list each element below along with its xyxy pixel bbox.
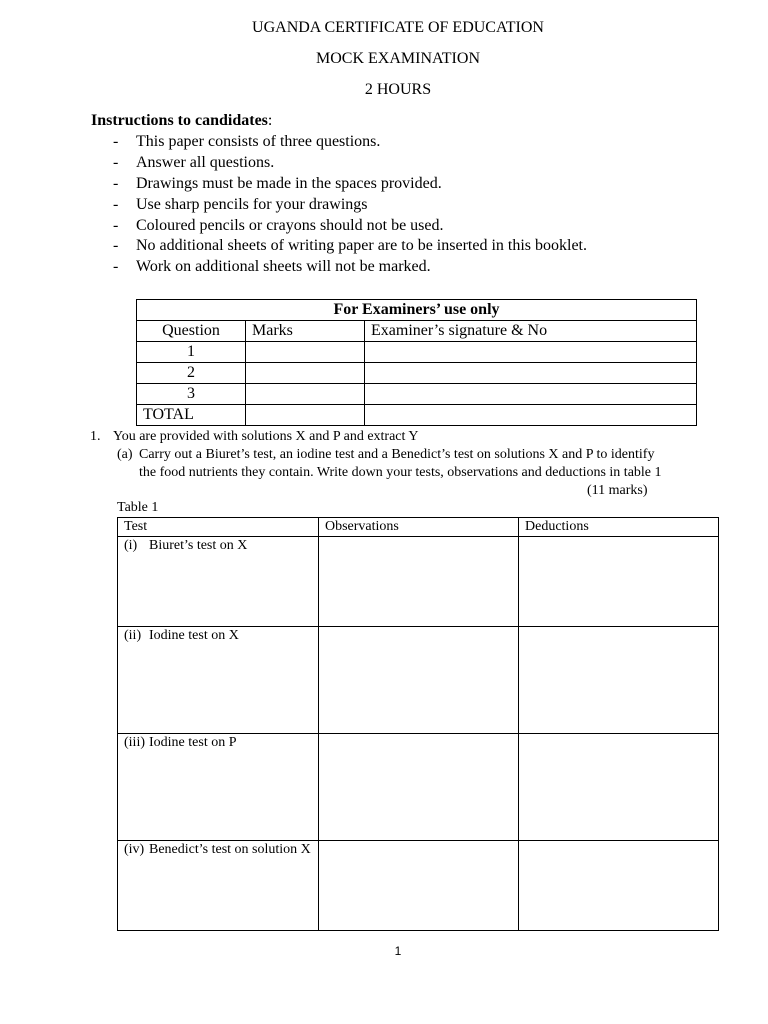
question-column-header: Question: [137, 321, 246, 342]
test-cell: [118, 841, 319, 931]
test-name: Benedict’s test on solution X: [149, 842, 311, 857]
test-name: Iodine test on P: [149, 735, 237, 750]
instruction-text: Coloured pencils or crayons should not be used.: [136, 216, 444, 234]
bullet-dash: -: [113, 237, 119, 255]
instruction-item: [113, 132, 587, 153]
test-cell: [118, 627, 319, 734]
question-number-cell: 1: [137, 342, 246, 363]
table-row: [118, 627, 719, 734]
deductions-column-header: Deductions: [519, 518, 719, 537]
exam-board-title: UGANDA CERTIFICATE OF EDUCATION: [252, 19, 544, 36]
table-row: [118, 537, 719, 627]
instructions-list: [113, 132, 587, 278]
marks-cell[interactable]: [246, 363, 365, 384]
test-cell: [118, 734, 319, 841]
table-row: [137, 384, 697, 405]
bullet-dash: -: [113, 133, 119, 150]
instruction-text: Work on additional sheets will not be marked.: [136, 258, 431, 276]
test-number: (ii): [124, 628, 142, 643]
instructions-heading: [91, 111, 272, 131]
exam-type-title: MOCK EXAMINATION: [316, 50, 480, 67]
total-signature-cell[interactable]: [365, 405, 697, 426]
deduction-cell[interactable]: [519, 734, 719, 841]
question-number-cell: 2: [137, 363, 246, 384]
marks-cell[interactable]: [246, 342, 365, 363]
question-1a-text-1: Carry out a Biuret’s test, an iodine test and a Benedict’s test on solutions X and P to identify: [139, 447, 655, 462]
instructions-heading-colon: :: [267, 112, 273, 129]
table-row: [118, 734, 719, 841]
instruction-item: [113, 236, 587, 257]
question-number-cell: 3: [137, 384, 246, 405]
instruction-text: Answer all questions.: [136, 153, 275, 171]
question-1-stem: [90, 428, 419, 446]
observation-cell[interactable]: [319, 627, 519, 734]
test-name: Biuret’s test on X: [149, 538, 248, 553]
test-label: [124, 627, 312, 645]
table-1-caption: Table 1: [117, 500, 159, 515]
exam-duration: 2 HOURS: [364, 81, 432, 98]
instruction-item: [113, 174, 587, 195]
test-label: [124, 537, 312, 555]
test-cell: [118, 537, 319, 627]
signature-cell[interactable]: [365, 342, 697, 363]
bullet-dash: -: [113, 174, 119, 192]
bullet-dash: -: [113, 153, 119, 171]
question-1a: [117, 446, 717, 482]
test-name: Iodine test on X: [149, 628, 239, 643]
instruction-text: Drawings must be made in the spaces provided.: [136, 174, 442, 192]
table-row: [137, 342, 697, 363]
deduction-cell[interactable]: [519, 841, 719, 931]
examiners-table-header-row: [137, 321, 697, 342]
bullet-dash: -: [113, 216, 119, 234]
table-row: [118, 841, 719, 931]
marks-column-header: Marks: [246, 321, 365, 342]
table-1: [117, 517, 719, 931]
page-number: 1: [394, 944, 402, 958]
observations-column-header: Observations: [319, 518, 519, 537]
question-1a-line-2: the food nutrients they contain. Write down your tests, observations and deductions in table 1: [139, 465, 662, 480]
instruction-text: No additional sheets of writing paper are to be inserted in this booklet.: [136, 237, 587, 255]
test-label: [124, 841, 312, 859]
question-1-number: 1.: [90, 429, 101, 444]
signature-column-header: Examiner’s signature & No: [365, 321, 697, 342]
question-1a-line-1: [117, 446, 717, 464]
instruction-item: [113, 195, 587, 216]
question-1a-label: (a): [117, 447, 133, 462]
instruction-item: [113, 257, 587, 278]
table-1-header-row: [118, 518, 719, 537]
total-marks-cell[interactable]: [246, 405, 365, 426]
instruction-item: [113, 216, 587, 237]
instruction-text: This paper consists of three questions.: [136, 133, 381, 150]
question-1a-marks: (11 marks): [587, 483, 648, 498]
observation-cell[interactable]: [319, 841, 519, 931]
bullet-dash: -: [113, 195, 119, 213]
signature-cell[interactable]: [365, 363, 697, 384]
test-number: (i): [124, 538, 138, 553]
observation-cell[interactable]: [319, 734, 519, 841]
examiners-table-title-row: [137, 300, 697, 321]
examiners-table-title: For Examiners’ use only: [137, 300, 697, 321]
total-row: [137, 405, 697, 426]
bullet-dash: -: [113, 258, 119, 276]
instruction-text: Use sharp pencils for your drawings: [136, 195, 368, 213]
examiners-use-table: [136, 299, 697, 426]
observation-cell[interactable]: [319, 537, 519, 627]
deduction-cell[interactable]: [519, 537, 719, 627]
instruction-item: [113, 153, 587, 174]
instructions-heading-text: Instructions to candidates: [91, 112, 268, 129]
deduction-cell[interactable]: [519, 627, 719, 734]
signature-cell[interactable]: [365, 384, 697, 405]
marks-cell[interactable]: [246, 384, 365, 405]
total-label-cell: TOTAL: [137, 405, 246, 426]
test-column-header: Test: [118, 518, 319, 537]
test-number: (iv): [124, 842, 145, 857]
question-1-text: You are provided with solutions X and P and extract Y: [113, 429, 419, 444]
test-number: (iii): [124, 735, 145, 750]
table-row: [137, 363, 697, 384]
test-label: [124, 734, 312, 752]
